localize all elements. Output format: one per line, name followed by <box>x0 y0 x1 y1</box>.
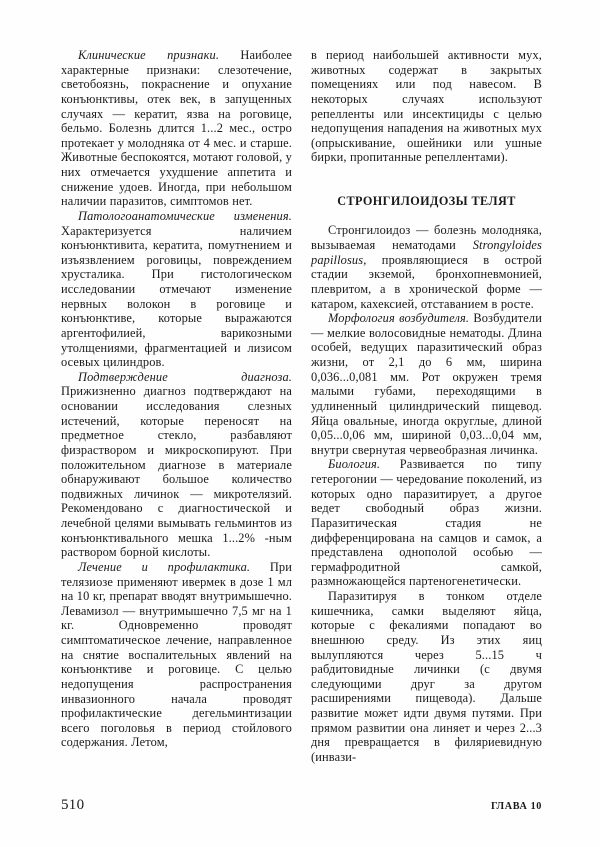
paragraph-morphology <box>311 311 542 457</box>
paragraph-pathological-changes <box>61 209 292 370</box>
paragraph-body: Прижизненно диагноз подтверждают на основании исследования слезных истечений, которые переносят на предметное стекло, разбавляют физраствором и микроскопируют. При положительном диагнозе в материале обнаруживают большое количество подвижных личинок — микротелязий. Рекомендовано с диагностической и лечебной целями вымывать гельминтов из конъюнктивального мешка 1...2% -ным раствором борной кислоты. <box>61 384 292 560</box>
left-column <box>61 48 292 750</box>
run-in-heading-pathological-changes: Патологоанатомические изменения. <box>78 208 292 223</box>
run-in-heading-morphology: Морфология возбудителя. <box>328 311 470 326</box>
run-in-heading-clinical-signs: Клинические признаки. <box>78 48 220 62</box>
paragraph-biology <box>311 457 542 589</box>
paragraph-continuation: в период наибольшей активности мух, животных содержат в закрытых помещениях или под навесом. В некоторых случаях используют репелленты или инсектициды с целью недопущения нападения на животных мух (опрыскивание, ошейники или ушные бирки, пропитанные репеллентами). <box>311 48 542 165</box>
paragraph-life-cycle <box>311 589 542 765</box>
paragraph-treatment-prevention <box>61 560 292 750</box>
paragraph-body: Характеризуется наличием конъюнктивита, кератита, помутнением и изъязвлением роговицы, повреждением хрусталика. При гистологическом исследовании отмечают изменение нервных волокон в роговице и конъюнктиве, которые выражаются аргентофилией, варикозными утолщениями, фрагментацией и лизисом осевых цилиндров. <box>61 223 292 370</box>
paragraph-body: При телязиозе применяют ивермек в дозе 1 мл на 10 кг, препарат вводят внутримышечно. Левамизол — внутримышечно 7,5 мг на 1 кг. Одновременно проводят симптоматическое лечение, направленное на снятие воспалительных явлений на конъюнктиве и роговице. С целью недопущения распространения инвазионного начала проводят профилактические дегельминтизации всего поголовья в период стойлового содержания. Летом, <box>61 559 292 750</box>
two-column-text-body <box>61 48 542 778</box>
spacer-below-heading <box>311 209 542 224</box>
right-column <box>311 48 542 765</box>
spacer-above-heading <box>311 165 542 194</box>
paragraph-body-before-species: Стронгилоидоз — болезнь молодняка, вызываемая нематодами <box>311 223 542 253</box>
scientific-name: Strongyloides papillosus <box>311 238 542 267</box>
page-footer <box>61 797 542 817</box>
run-in-heading-biology: Биология. <box>328 457 381 472</box>
paragraph-body: Развивается по типу гетерогонии — чередование поколений, из которых одно паразитирует, а другое ведет свободный образ жизни. Паразитическая стадия не дифференцирована на самцов и самок, а представлена однополой особью — гермафродитной самкой, размножающейся партеногенетически. <box>311 457 542 589</box>
paragraph-body: Наиболее характерные признаки: слезотечение, светобоязнь, покраснение и опухание конъюнктивы, отек век, в запущенных случаях — кератит, язва на роговице, бельмо. Болезнь длится 1...2 мес., остро протекает у молодняка от 4 мес. и старше. Животные беспокоятся, мотают головой, у них отмечается ухудшение аппетита и снижение удоев. Иногда, при небольшом наличии паразитов, симптомов нет. <box>61 48 292 209</box>
paragraph-diagnosis-confirmation <box>61 370 292 560</box>
paragraph-strongyloidosis-intro <box>311 223 542 311</box>
run-in-heading-diagnosis-confirmation: Подтверждение диагноза. <box>78 369 292 384</box>
run-in-heading-treatment-prevention: Лечение и профилактика. <box>78 559 251 574</box>
section-heading: СТРОНГИЛОИДОЗЫ ТЕЛЯТ <box>337 194 516 209</box>
paragraph-body: Паразитируя в тонком отделе кишечника, самки выделяют яйца, которые с фекалиями попадают во внешнюю среду. Из этих яиц вылупляются через 5...15 ч рабдитовидные личинки (с двумя следующими друг за другом расширениями пищевода). Дальше развитие может идти двумя путями. При прямом развитии она линяет и через 2...3 дня превращается в филяриевидную (инвази- <box>311 589 542 764</box>
page-number: 510 <box>61 797 85 813</box>
paragraph-body-after-species: , проявляющиеся в острой стадии экземой, бронхопневмонией, плевритом, а в хронической форме — катаром, кахексией, отставанием в росте. <box>311 252 542 311</box>
paragraph-body: Возбудители — мелкие волосовидные нематоды. Длина особей, ведущих паразитический образ жизни, от 2,1 до 6 мм, ширина 0,036...0,081 мм. Рот окружен тремя малыми губами, переходящими в удлиненный цилиндрический пищевод. Яйца овальные, иногда округлые, длиной 0,05...0,06 мм, шириной 0,03...0,04 мм, внутри свернутая червеобразная личинка. <box>311 311 542 457</box>
paragraph-clinical-signs <box>61 48 292 209</box>
running-title-chapter: ГЛАВА 10 <box>490 801 542 812</box>
